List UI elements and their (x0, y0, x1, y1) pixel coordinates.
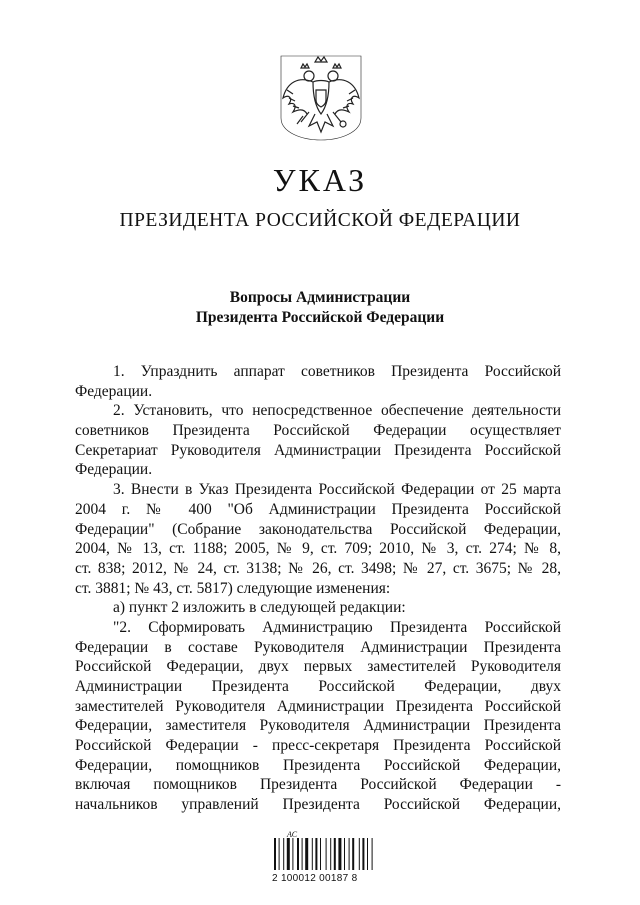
barcode-bar (274, 838, 276, 870)
barcode-bar (362, 838, 364, 870)
body-line: Федерации" (Собрание законодательства Российской Федерации, (75, 520, 561, 538)
body-line: Администрации Президента Российской Федерации, двух (75, 678, 561, 695)
body-line: 1. Упразднить аппарат советников Президента Российской (113, 363, 561, 380)
barcode-bar (305, 838, 308, 870)
body-line: начальников управлений Президента Российской Федерации, (75, 796, 561, 814)
body-line: Федерации. (75, 382, 153, 400)
body-line: Федерации, помощников Президента Российской Федерации, (75, 756, 561, 774)
decree-issuer: ПРЕЗИДЕНТА РОССИЙСКОЙ ФЕДЕРАЦИИ (119, 210, 521, 231)
barcode-bar (302, 838, 303, 870)
coat-of-arms-emblem (279, 54, 363, 142)
body-line: Секретариат Руководителя Администрации Президента Российской (75, 441, 561, 459)
barcode-bar (344, 838, 345, 870)
decree-heading (0, 288, 640, 328)
body-line: Федерации. (75, 461, 153, 479)
barcode-bar (315, 838, 317, 870)
body-line: заместителей Руководителя Администрации Президента Российской (75, 697, 561, 715)
body-line: а) пункт 2 изложить в следующей редакции: (113, 599, 406, 617)
body-line: ст. 3881; № 43, ст. 5817) следующие изменения: (75, 579, 391, 597)
barcode-bar (349, 838, 350, 870)
barcode-bar (338, 838, 341, 870)
body-line: "2. Сформировать Администрацию Президента Российской (113, 618, 561, 636)
body-line: 2004 г. № 400 "Об Администрации Президента Российской (75, 500, 561, 518)
barcode-bar (334, 838, 336, 870)
barcode-number: 2 100012 00187 8 (272, 873, 358, 884)
body-line: Российской Федерации, двух первых заместителей Руководителя (75, 658, 561, 676)
body-line: 2. Установить, что непосредственное обеспечение деятельности (113, 402, 561, 420)
body-line: Федерации в составе Руководителя Администрации Президента (75, 638, 561, 656)
decree-body (75, 362, 561, 815)
barcode-bar (320, 838, 321, 870)
decree-title: УКАЗ (272, 162, 368, 198)
barcode (270, 830, 374, 884)
barcode-bar (292, 838, 293, 870)
barcode-bar (326, 838, 327, 870)
barcode-bar (352, 838, 354, 870)
barcode-mark: АС (287, 830, 298, 839)
heading-line-1: Вопросы Администрации (229, 289, 411, 306)
barcode-bars (270, 836, 374, 872)
barcode-bar (279, 838, 280, 870)
barcode-bar (372, 838, 373, 870)
body-line: ст. 838; 2012, № 24, ст. 3138; № 26, ст. 3498; № 27, ст. 3675; № 28, (75, 559, 561, 577)
body-line: 2004, № 13, ст. 1188; 2005, № 9, ст. 709; 2010, № 3, ст. 274; № 8, (75, 540, 561, 558)
barcode-bar (359, 838, 360, 870)
body-line: Федерации, заместителя Руководителя Администрации Президента (75, 717, 561, 735)
barcode-bar (297, 838, 299, 870)
barcode-bar (283, 838, 284, 870)
heading-line-2: Президента Российской Федерации (195, 309, 445, 326)
barcode-bar (330, 838, 331, 870)
body-line: советников Президента Российской Федерации осуществляет (75, 422, 561, 440)
body-line: включая помощников Президента Российской Федерации - (75, 776, 561, 794)
body-line: 3. Внести в Указ Президента Российской Федерации от 25 марта (113, 481, 561, 499)
body-line: Российской Федерации - пресс-секретаря Президента Российской (75, 737, 561, 755)
barcode-bar (287, 838, 290, 870)
barcode-bar (312, 838, 313, 870)
barcode-bar (367, 838, 368, 870)
